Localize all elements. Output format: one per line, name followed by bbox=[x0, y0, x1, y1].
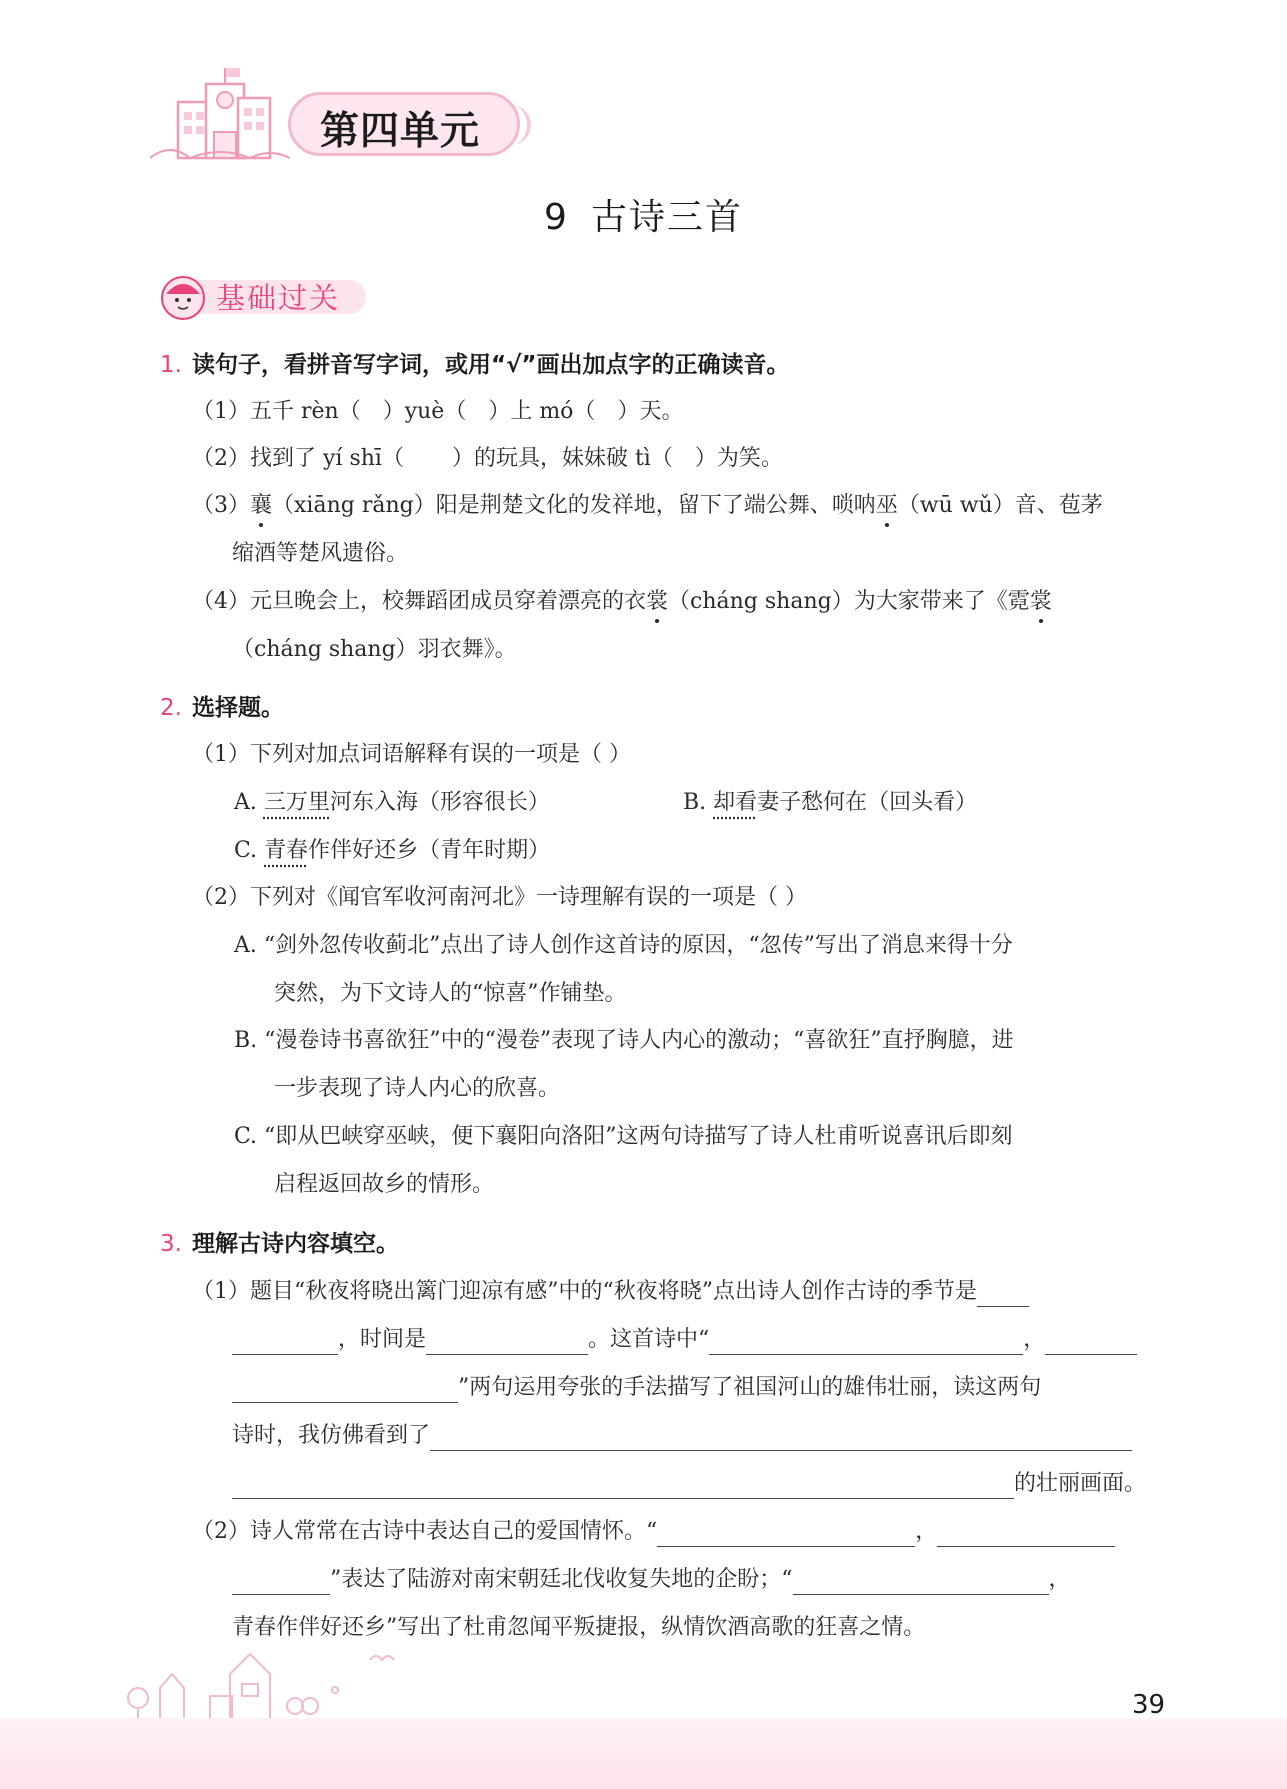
answer-blank[interactable] bbox=[937, 1522, 1115, 1547]
q2-part2-option-a[interactable]: A. “剑外忽传收蓟北”点出了诗人创作这首诗的原因，“忽传”写出了消息来得十分 bbox=[234, 933, 1013, 958]
q2-part2-stem: （2）下列对《闻官军收河南河北》一诗理解有误的一项是（ ） bbox=[192, 885, 807, 910]
q2-part2-option-b-cont: 一步表现了诗人内心的欣喜。 bbox=[274, 1076, 561, 1101]
q1-sentence-3-cont: 缩酒等楚风遗俗。 bbox=[232, 541, 409, 566]
q2-part1-option-a[interactable]: A. 三万里河东入海（形容很长） bbox=[234, 790, 550, 815]
dotted-char: 巫 bbox=[875, 493, 898, 518]
q3-part2-line1: （2）诗人常常在古诗中表达自己的爱国情怀。“ ， bbox=[192, 1517, 1115, 1547]
q3-part1-line5: 的壮丽画面。 bbox=[232, 1469, 1146, 1499]
q2-part1-option-b[interactable]: B. 却看妻子愁何在（回头看） bbox=[683, 790, 978, 815]
q1-heading bbox=[160, 350, 790, 380]
section-tag bbox=[158, 270, 378, 320]
dotted-char: 裳 bbox=[1029, 589, 1052, 614]
q3-title: 理解古诗内容填空。 bbox=[191, 1231, 399, 1257]
answer-blank[interactable] bbox=[232, 1330, 338, 1355]
answer-blank[interactable] bbox=[709, 1330, 1023, 1355]
q1-sentence-4-cont: （cháng shang）羽衣舞》。 bbox=[232, 637, 517, 662]
q1-number: 1. bbox=[160, 352, 182, 378]
answer-blank[interactable] bbox=[426, 1330, 588, 1355]
girl-avatar-icon bbox=[158, 272, 208, 322]
unit-title: 第四单元 bbox=[320, 109, 481, 154]
dotted-word: 却看 bbox=[713, 790, 758, 815]
q1-sentence-1: （1）五千 rèn（ ）yuè（ ）上 mó（ ）天。 bbox=[192, 399, 684, 424]
town-doodle-icon bbox=[120, 1640, 450, 1720]
footer-band bbox=[0, 1718, 1287, 1789]
building-illustration-icon bbox=[150, 62, 290, 172]
q2-part1-stem: （1）下列对加点词语解释有误的一项是（ ） bbox=[192, 742, 631, 767]
answer-blank[interactable] bbox=[232, 1378, 458, 1403]
q1-sentence-4: （4）元旦晚会上，校舞蹈团成员穿着漂亮的衣裳（cháng shang）为大家带来了《霓裳 bbox=[192, 589, 1052, 614]
q3-number: 3. bbox=[160, 1231, 182, 1257]
q1-sentence-3: （3）襄（xiāng rǎng）阳是荆楚文化的发祥地，留下了端公舞、唢呐巫（wū wǔ）音、苞茅 bbox=[192, 493, 1103, 518]
q3-part1-line4: 诗时，我仿佛看到了 bbox=[232, 1421, 1132, 1451]
answer-blank[interactable] bbox=[232, 1474, 1014, 1499]
lesson-title bbox=[0, 189, 1287, 240]
unit-banner bbox=[150, 62, 540, 172]
q3-part1-line3: ”两句运用夸张的手法描写了祖国河山的雄伟壮丽，读这两句 bbox=[232, 1373, 1041, 1403]
section-label: 基础过关 bbox=[216, 281, 341, 315]
q2-part2-option-c[interactable]: C. “即从巴峡穿巫峡，便下襄阳向洛阳”这两句诗描写了诗人杜甫听说喜讯后即刻 bbox=[234, 1124, 1013, 1149]
q2-title: 选择题。 bbox=[191, 695, 284, 721]
q3-part2-line2: ”表达了陆游对南宋朝廷北伐收复失地的企盼；“ ， bbox=[232, 1565, 1071, 1595]
q2-part2-option-c-cont: 启程返回故乡的情形。 bbox=[274, 1172, 495, 1197]
answer-blank[interactable] bbox=[1045, 1330, 1137, 1355]
answer-blank[interactable] bbox=[657, 1522, 915, 1547]
q3-part1-line1: （1）题目“秋夜将晓出篱门迎凉有感”中的“秋夜将晓”点出诗人创作古诗的季节是 bbox=[192, 1277, 1029, 1307]
q1-title: 读句子，看拼音写字词，或用“√”画出加点字的正确读音。 bbox=[191, 352, 790, 378]
dotted-char: 裳 bbox=[646, 589, 669, 614]
q2-heading bbox=[160, 693, 284, 723]
dotted-char: 襄 bbox=[250, 493, 273, 518]
q2-part2-option-a-cont: 突然，为下文诗人的“惊喜”作铺垫。 bbox=[274, 981, 627, 1006]
dotted-word: 三万里 bbox=[263, 790, 330, 815]
answer-blank[interactable] bbox=[977, 1282, 1029, 1307]
dotted-word: 青春 bbox=[264, 838, 309, 863]
q3-heading bbox=[160, 1229, 399, 1259]
q2-part1-option-c[interactable]: C. 青春作伴好还乡（青年时期） bbox=[234, 838, 551, 863]
lesson-name: 古诗三首 bbox=[590, 197, 743, 238]
q2-number: 2. bbox=[160, 695, 182, 721]
lesson-number: 9 bbox=[544, 197, 569, 238]
answer-blank[interactable] bbox=[430, 1426, 1132, 1451]
q2-part2-option-b[interactable]: B. “漫卷诗书喜欲狂”中的“漫卷”表现了诗人内心的激动；“喜欲狂”直抒胸臆，进 bbox=[234, 1028, 1014, 1053]
answer-blank[interactable] bbox=[793, 1570, 1049, 1595]
q1-sentence-2: （2）找到了 yí shī（ ）的玩具，妹妹破 tì（ ）为笑。 bbox=[192, 446, 783, 471]
q3-part1-line2: ，时间是 。这首诗中“ ， bbox=[232, 1325, 1137, 1355]
q3-part2-line3: 青春作伴好还乡”写出了杜甫忽闻平叛捷报，纵情饮酒高歌的狂喜之情。 bbox=[232, 1615, 926, 1640]
page-number: 39 bbox=[1132, 1690, 1166, 1720]
answer-blank[interactable] bbox=[232, 1570, 330, 1595]
